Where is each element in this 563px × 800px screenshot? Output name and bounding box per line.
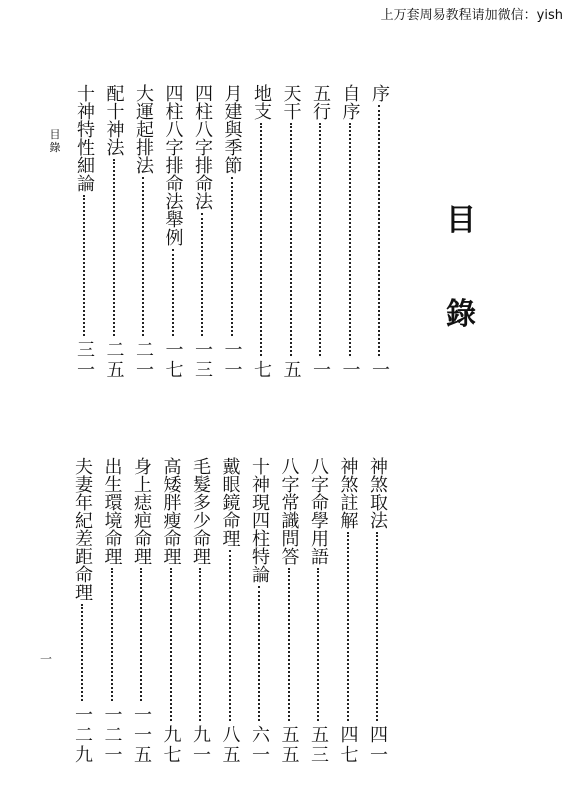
toc-entry-title: 十神特性細論	[74, 84, 95, 192]
toc-entry-page: 二五	[103, 340, 125, 380]
toc-entry[interactable]	[250, 84, 272, 380]
toc-entry-title: 神煞註解	[337, 457, 359, 529]
toc-entry-title: 序	[369, 84, 390, 102]
toc-entry[interactable]	[337, 457, 359, 765]
dot-leader	[170, 568, 172, 721]
toc-entry-title: 四柱八字排命法舉例	[162, 84, 184, 246]
toc-title-char-1: 目	[446, 203, 476, 238]
toc-entry[interactable]	[221, 84, 243, 380]
toc-entry-title: 戴眼鏡命理	[219, 457, 241, 547]
toc-entry-title: 身上痣疤命理	[131, 457, 152, 565]
dot-leader	[172, 249, 174, 336]
toc-entry-title: 配十神法	[103, 84, 125, 156]
dot-leader	[319, 123, 321, 356]
toc-entry[interactable]	[278, 457, 300, 765]
dot-leader	[290, 123, 292, 356]
toc-entry[interactable]	[339, 84, 361, 380]
dot-leader	[229, 550, 231, 721]
dot-leader	[347, 532, 349, 721]
toc-entry-page: 一七	[162, 340, 184, 380]
toc-entry[interactable]	[132, 84, 154, 380]
toc-entry-title: 夫妻年紀差距命理	[72, 457, 93, 601]
toc-entry-page: 六一	[249, 725, 270, 765]
dot-leader	[317, 568, 319, 721]
dot-leader	[113, 159, 115, 336]
watermark-text: 上万套周易教程请加微信：yish	[380, 8, 563, 23]
toc-entry-title: 神煞取法	[367, 457, 388, 529]
toc-entry[interactable]	[248, 457, 270, 765]
toc-entry-page: 一二一	[101, 705, 123, 765]
toc-entry-page: 五三	[308, 725, 329, 765]
dot-leader	[288, 568, 290, 721]
toc-entry-page: 四七	[337, 725, 359, 765]
toc-entry-page: 三一	[74, 340, 95, 380]
toc-entry[interactable]	[160, 457, 182, 765]
toc-entry-page: 一	[310, 360, 331, 380]
toc-entry-title: 地支	[251, 84, 272, 120]
toc-entry-title: 八字命學用語	[308, 457, 329, 565]
toc-entry[interactable]	[71, 457, 93, 765]
toc-entry-title: 四柱八字排命法	[192, 84, 213, 210]
toc-entry-title: 天干	[280, 84, 302, 120]
dot-leader	[376, 532, 378, 721]
toc-title-char-2: 錄	[446, 297, 476, 332]
toc-entry[interactable]	[280, 84, 302, 380]
toc-entry-page: 四一	[367, 725, 388, 765]
dot-leader	[81, 604, 83, 701]
toc-entry-page: 一一五	[131, 705, 152, 765]
toc-entry[interactable]	[73, 84, 95, 380]
toc-entry-page: 九七	[160, 725, 182, 765]
dot-leader	[142, 177, 144, 336]
toc-entry-page: 一	[369, 360, 390, 380]
dot-leader	[201, 213, 203, 336]
toc-entry-title: 五行	[310, 84, 331, 120]
toc-entry[interactable]	[307, 457, 329, 765]
toc-entry[interactable]	[219, 457, 241, 765]
toc-entry[interactable]	[189, 457, 211, 765]
page-folio: 一	[40, 652, 53, 666]
toc-entry-page: 一三	[192, 340, 213, 380]
toc-entry-title: 自序	[339, 84, 361, 120]
dot-leader	[378, 105, 380, 356]
toc-entry[interactable]	[309, 84, 331, 380]
toc-entry-title: 高矮胖瘦命理	[160, 457, 182, 565]
dot-leader	[111, 568, 113, 701]
toc-entry[interactable]	[191, 84, 213, 380]
toc-entry-page: 五	[280, 360, 302, 380]
toc-entry-title: 十神現四柱特論	[249, 457, 270, 583]
toc-entry[interactable]	[162, 84, 184, 380]
toc-entry-title: 出生環境命理	[101, 457, 123, 565]
toc-entry[interactable]	[101, 457, 123, 765]
toc-entry-page: 二一	[133, 340, 154, 380]
toc-entry-title: 八字常識問答	[278, 457, 300, 565]
toc-entry-title: 大運起排法	[133, 84, 154, 174]
toc-entry-title: 毛髮多少命理	[190, 457, 211, 565]
toc-entry-page: 一	[339, 360, 361, 380]
toc-entry-page: 八五	[219, 725, 241, 765]
dot-leader	[349, 123, 351, 356]
toc-entry[interactable]	[368, 84, 390, 380]
dot-leader	[199, 568, 201, 721]
dot-leader	[231, 177, 233, 336]
toc-entry-page: 五五	[278, 725, 300, 765]
dot-leader	[83, 195, 85, 336]
toc-entry[interactable]	[366, 457, 388, 765]
running-head: 目錄	[49, 128, 61, 154]
dot-leader	[258, 586, 260, 721]
toc-entry-page: 九一	[190, 725, 211, 765]
toc-entry-page: 一二九	[72, 705, 93, 765]
dot-leader	[140, 568, 142, 701]
dot-leader	[260, 123, 262, 356]
toc-entry-title: 月建與季節	[221, 84, 243, 174]
toc-entry[interactable]	[130, 457, 152, 765]
toc-entry-page: 七	[251, 360, 272, 380]
toc-entry-page: 一一	[221, 340, 243, 380]
toc-entry[interactable]	[103, 84, 125, 380]
